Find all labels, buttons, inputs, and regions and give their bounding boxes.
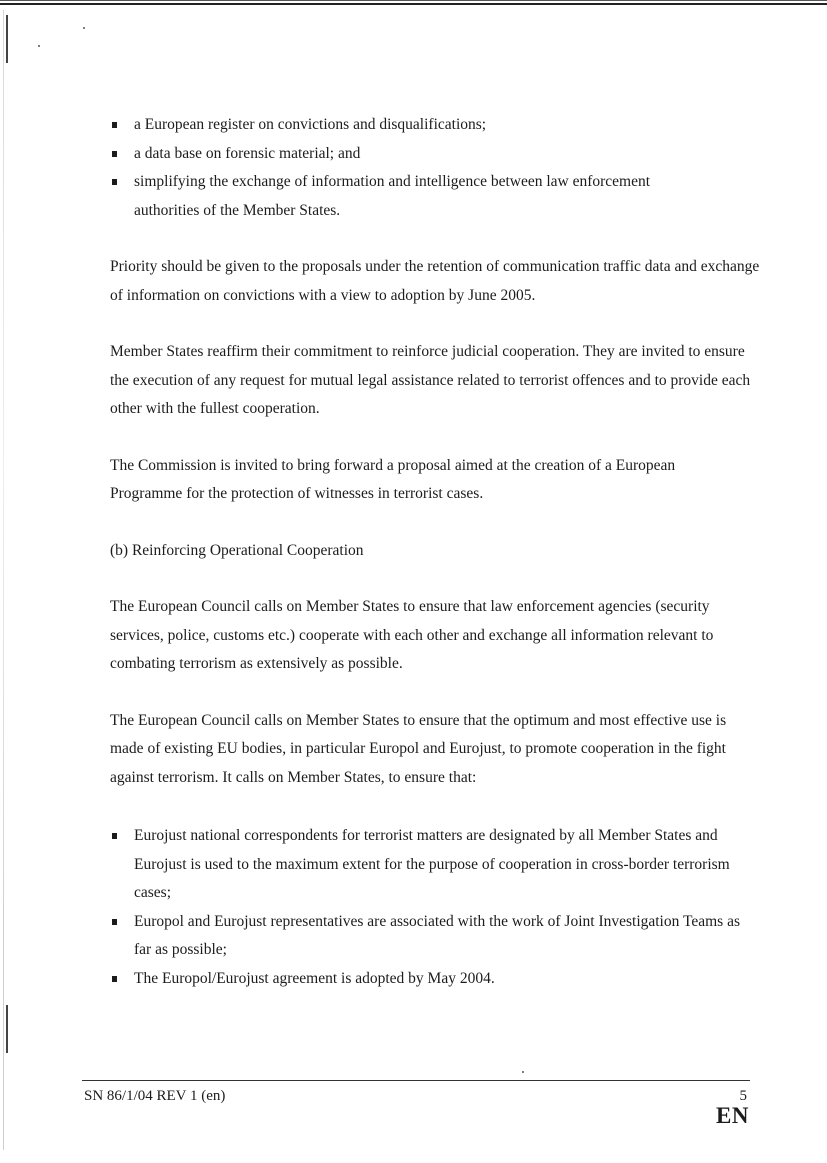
- top-rule: [0, 0, 827, 5]
- margin-mark: [6, 1005, 8, 1053]
- scan-speck: [38, 45, 40, 47]
- square-bullet-icon: [112, 179, 117, 185]
- bullet-list-bottom: [110, 822, 760, 993]
- footer-rule: [82, 1080, 750, 1081]
- list-item: [110, 111, 760, 140]
- scan-speck: [522, 1071, 524, 1073]
- list-item: [110, 168, 760, 225]
- square-bullet-icon: [112, 919, 117, 925]
- square-bullet-icon: [112, 122, 117, 128]
- list-item: [110, 908, 760, 965]
- language-code: EN: [716, 1103, 749, 1128]
- list-item: [110, 140, 760, 169]
- scan-speck: [83, 27, 85, 29]
- square-bullet-icon: [112, 976, 117, 982]
- paragraph-priority: Priority should be given to the proposals under the retention of communication traffic data and exchange of information on convictions with a view to adoption by June 2005.: [110, 258, 760, 304]
- margin-mark: [6, 15, 8, 63]
- bullet-list-top: [110, 111, 760, 225]
- list-item-text: Eurojust national correspondents for terrorist matters are designated by all Member States and Eurojust is used to the maximum extent for the purpose of cooperation in cross-border terrorism cases;: [134, 827, 730, 901]
- paragraph-eu-bodies: The European Council calls on Member States to ensure that the optimum and most effective use is made of existing EU bodies, in particular Europol and Eurojust, to promote cooperation in the fight against terrorism. It calls on Member States, to ensure that:: [110, 711, 727, 786]
- list-item-text: a European register on convictions and disqualifications;: [134, 116, 487, 133]
- list-item-text: The Europol/Eurojust agreement is adopted by May 2004.: [134, 969, 495, 987]
- list-item: [110, 965, 760, 994]
- paragraph-law-enforcement: The European Council calls on Member States to ensure that law enforcement agencies (security services, police, customs etc.) cooperate with each other and exchange all information relevant to combating terrorism as extensively as possible.: [110, 598, 714, 672]
- document-reference: SN 86/1/04 REV 1 (en): [84, 1088, 226, 1104]
- square-bullet-icon: [112, 151, 117, 157]
- list-item-text: a data base on forensic material; and: [134, 144, 361, 162]
- square-bullet-icon: [112, 833, 117, 839]
- page-number: 5: [739, 1088, 747, 1104]
- paragraph-judicial: Member States reaffirm their commitment to reinforce judicial cooperation. They are invited to ensure the execution of any request for mutual legal assistance related to terrorist offences and to provide each other with the fullest cooperation.: [110, 343, 751, 417]
- section-heading: (b) Reinforcing Operational Cooperation: [110, 541, 364, 559]
- list-item: [110, 822, 760, 908]
- document-body: [110, 111, 760, 993]
- paragraph-witness: The Commission is invited to bring forward a proposal aimed at the creation of a European Programme for the protection of witnesses in terrorist cases.: [110, 456, 676, 502]
- left-margin-line: [3, 10, 4, 1150]
- list-item-text: simplifying the exchange of information and intelligence between law enforcement authorities of the Member States.: [134, 173, 651, 219]
- list-item-text: Europol and Eurojust representatives are associated with the work of Joint Investigation Teams as far as possible;: [134, 912, 740, 958]
